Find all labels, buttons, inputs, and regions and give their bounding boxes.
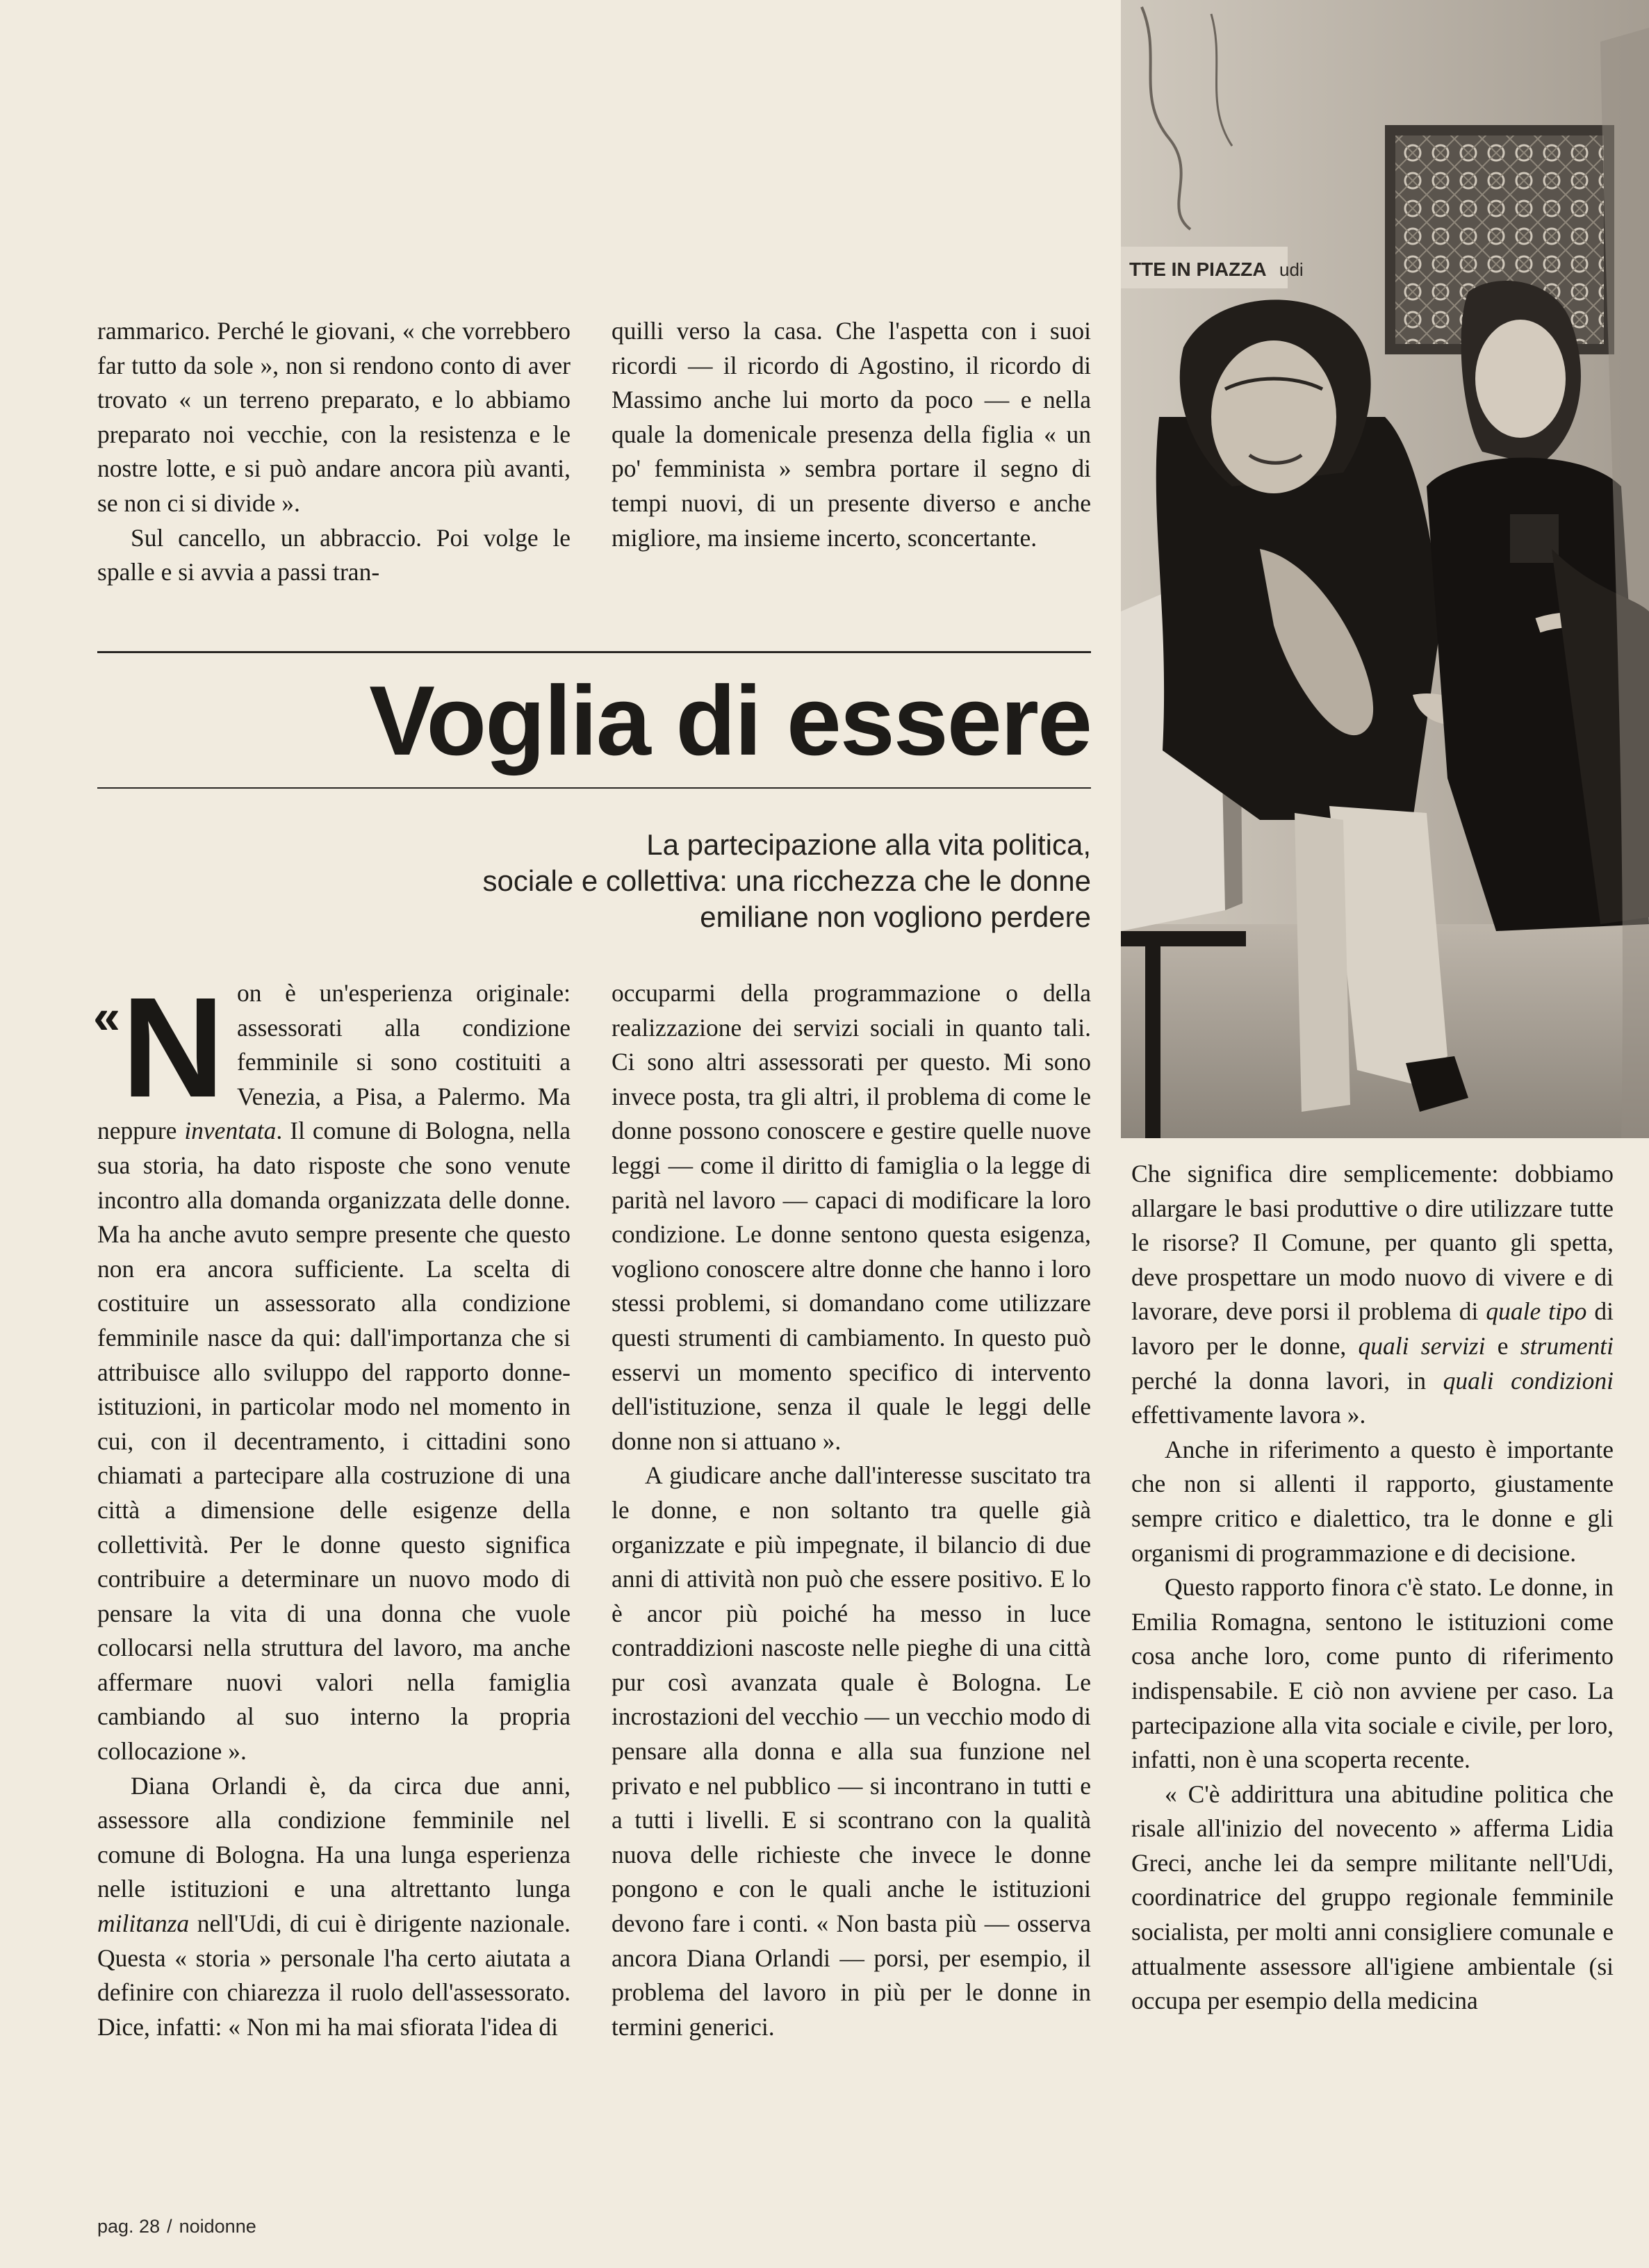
wall-sign-text: TTE IN PIAZZA bbox=[1129, 258, 1267, 280]
paragraph: occuparmi della programmazione o della realizzazione dei servizi sociali in quanto tali. Ci sono altri assessorati per questo. Mi sono invece posta, tra gli altri, il problema di come le donne possono conoscere e gestire quelle nuove leggi — come il diritto di famiglia o la legge di parità nel lavoro — capaci di modificare la loro condizione. Le donne sentono questa esigenza, vogliono conoscere altre donne che hanno i loro stessi problemi, si domandano come utilizzare questi strumenti di cambiamento. In questo può esservi un momento specifico di intervento dell'istituzione, senza il quale le leggi delle donne non si attuano ». bbox=[612, 979, 1091, 1455]
drop-cap bbox=[93, 968, 224, 1127]
subtitle-line: sociale e collettiva: una ricchezza che le donne bbox=[482, 864, 1091, 897]
article-column-1 bbox=[93, 968, 571, 2044]
paragraph: « C'è addirittura una abitudine politica che risale all'inizio del novecento » afferma Lidia Greci, anche lei da sempre militante nell'Udi, coordinatrice del gruppo regionale femminile socialista, per molti anni consigliere comunale e attualmente assessore all'igiene ambientale (si occupa per esempio della medicina bbox=[1131, 1780, 1614, 2015]
paragraph: on è un'esperienza originale: assessorati alla condizione femminile si sono costituiti a Venezia, a Pisa, a Palermo. Ma neppure inventata. Il comune di Bologna, nella sua storia, ha dato risposte che sono venute incontro alla domanda organizzata delle donne. Ma ha anche avuto sempre presente che questo non era ancora sufficiente. La scelta di costituire un assessorato alla condizione femminile nasce da qui: dall'importanza che si attribuisce allo sviluppo del rapporto donne-istituzioni, in particolar modo nel momento in cui, con il decentramento, i cittadini sono chiamati a partecipare alla costruzione di una città a dimensione delle esigenze della collettività. Per le donne questo significa contribuire a determinare un nuovo modo di pensare la vita di una donna che vuole collocarsi nella struttura del lavoro, ma anche affermare nuovi valori nella famiglia cambiando al suo interno la propria collocazione ». bbox=[97, 979, 571, 1766]
article-column-2 bbox=[612, 976, 1091, 2044]
paragraph: Che significa dire semplicemente: dobbiamo allargare le basi produttive o dire utilizzare tutte le risorse? Il Comune, per quanto gli spetta, deve prospettare un modo nuovo di vivere e di lavorare, deve porsi il problema di quale tipo di lavoro per le donne, quali servizi e strumenti perché la donna lavori, in quali condizioni effettivamente lavora ». bbox=[1131, 1160, 1614, 1429]
drop-cap-quote: « bbox=[93, 989, 120, 1044]
paragraph: Sul cancello, un abbraccio. Poi volge le spalle e si avvia a passi tran- bbox=[97, 523, 571, 586]
paragraph: Anche in riferimento a questo è importante che non si allenti il rapporto, giustamente sempre critico e dialettico, tra le donne e gli organismi di programmazione e di decisione. bbox=[1131, 1435, 1614, 1567]
paragraph: quilli verso la casa. Che l'aspetta con i suoi ricordi — il ricordo di Agostino, il ricordo di Massimo anche lui morto da poco — e nella quale la domenicale presenza della figlia « un po' femminista » sembra portare il segno di tempi nuovi, di un presente diverso e anche migliore, ma insieme incerto, sconcertante. bbox=[612, 317, 1091, 552]
continuation-column-right bbox=[612, 314, 1091, 555]
article-photo bbox=[1121, 0, 1649, 1138]
photo-illustration bbox=[1121, 0, 1649, 1138]
paragraph: rammarico. Perché le giovani, « che vorrebbero far tutto da sole », non si rendono conto di aver trovato « un terreno preparato, e lo abbiamo preparato noi vecchie, con la resistenza e le nostre lotte, e si può andare ancora più avanti, se non ci si divide ». bbox=[97, 317, 571, 517]
folio-separator: / bbox=[167, 2216, 172, 2237]
subtitle-line: La partecipazione alla vita politica, bbox=[646, 828, 1091, 861]
paragraph: Questo rapporto finora c'è stato. Le donne, in Emilia Romagna, sentono le istituzioni come cosa anche loro, come punto di riferimento indispensabile. E ciò non avviene per caso. La partecipazione alla vita sociale e civile, per loro, infatti, non è una scoperta recente. bbox=[1131, 1573, 1614, 1774]
subtitle-line: emiliane non vogliono perdere bbox=[700, 901, 1091, 933]
headline-rule-bottom bbox=[97, 787, 1091, 789]
headline-rule-top bbox=[97, 651, 1091, 653]
paragraph: A giudicare anche dall'interesse suscitato tra le donne, e non soltanto tra quelle già organizzate e più impegnate, il bilancio di due anni di attività non può che essere positivo. E lo è ancor più poiché ha messo in luce contraddizioni nascoste nelle pieghe di una città pur così avanzata quale è Bologna. Le incrostazioni del vecchio — un vecchio modo di pensare alla donna e alla sua funzione nel privato e nel pubblico — si incontrano in tutti e a tutti i livelli. E si scontrano con la qualità nuova delle richieste che invece le donne pongono e con le quali anche le istituzioni devono fare i conti. « Non basta più — osserva ancora Diana Orlandi — porsi, per esempio, il problema del lavoro in più per le donne in termini generici. bbox=[612, 1461, 1091, 2041]
article-headline: Voglia di essere bbox=[369, 666, 1091, 776]
page-footer bbox=[97, 2214, 256, 2238]
drop-cap-letter: N bbox=[121, 968, 224, 1127]
continuation-column-left bbox=[97, 314, 571, 590]
article-column-3 bbox=[1131, 1157, 1614, 2019]
magazine-name: noidonne bbox=[179, 2216, 256, 2237]
wall-sign-text-2: udi bbox=[1279, 259, 1304, 280]
page-number: pag. 28 bbox=[97, 2216, 161, 2237]
article-subtitle bbox=[208, 827, 1091, 935]
paragraph: Diana Orlandi è, da circa due anni, assessore alla condizione femminile nel comune di Bologna. Ha una lunga esperienza nelle istituzioni e una altrettanto lunga militanza nell'Udi, di cui è dirigente nazionale. Questa « storia » personale l'ha certo aiutata a definire con chiarezza il ruolo dell'assessorato. Dice, infatti: « Non mi ha mai sfiorata l'idea di bbox=[97, 1771, 571, 2041]
